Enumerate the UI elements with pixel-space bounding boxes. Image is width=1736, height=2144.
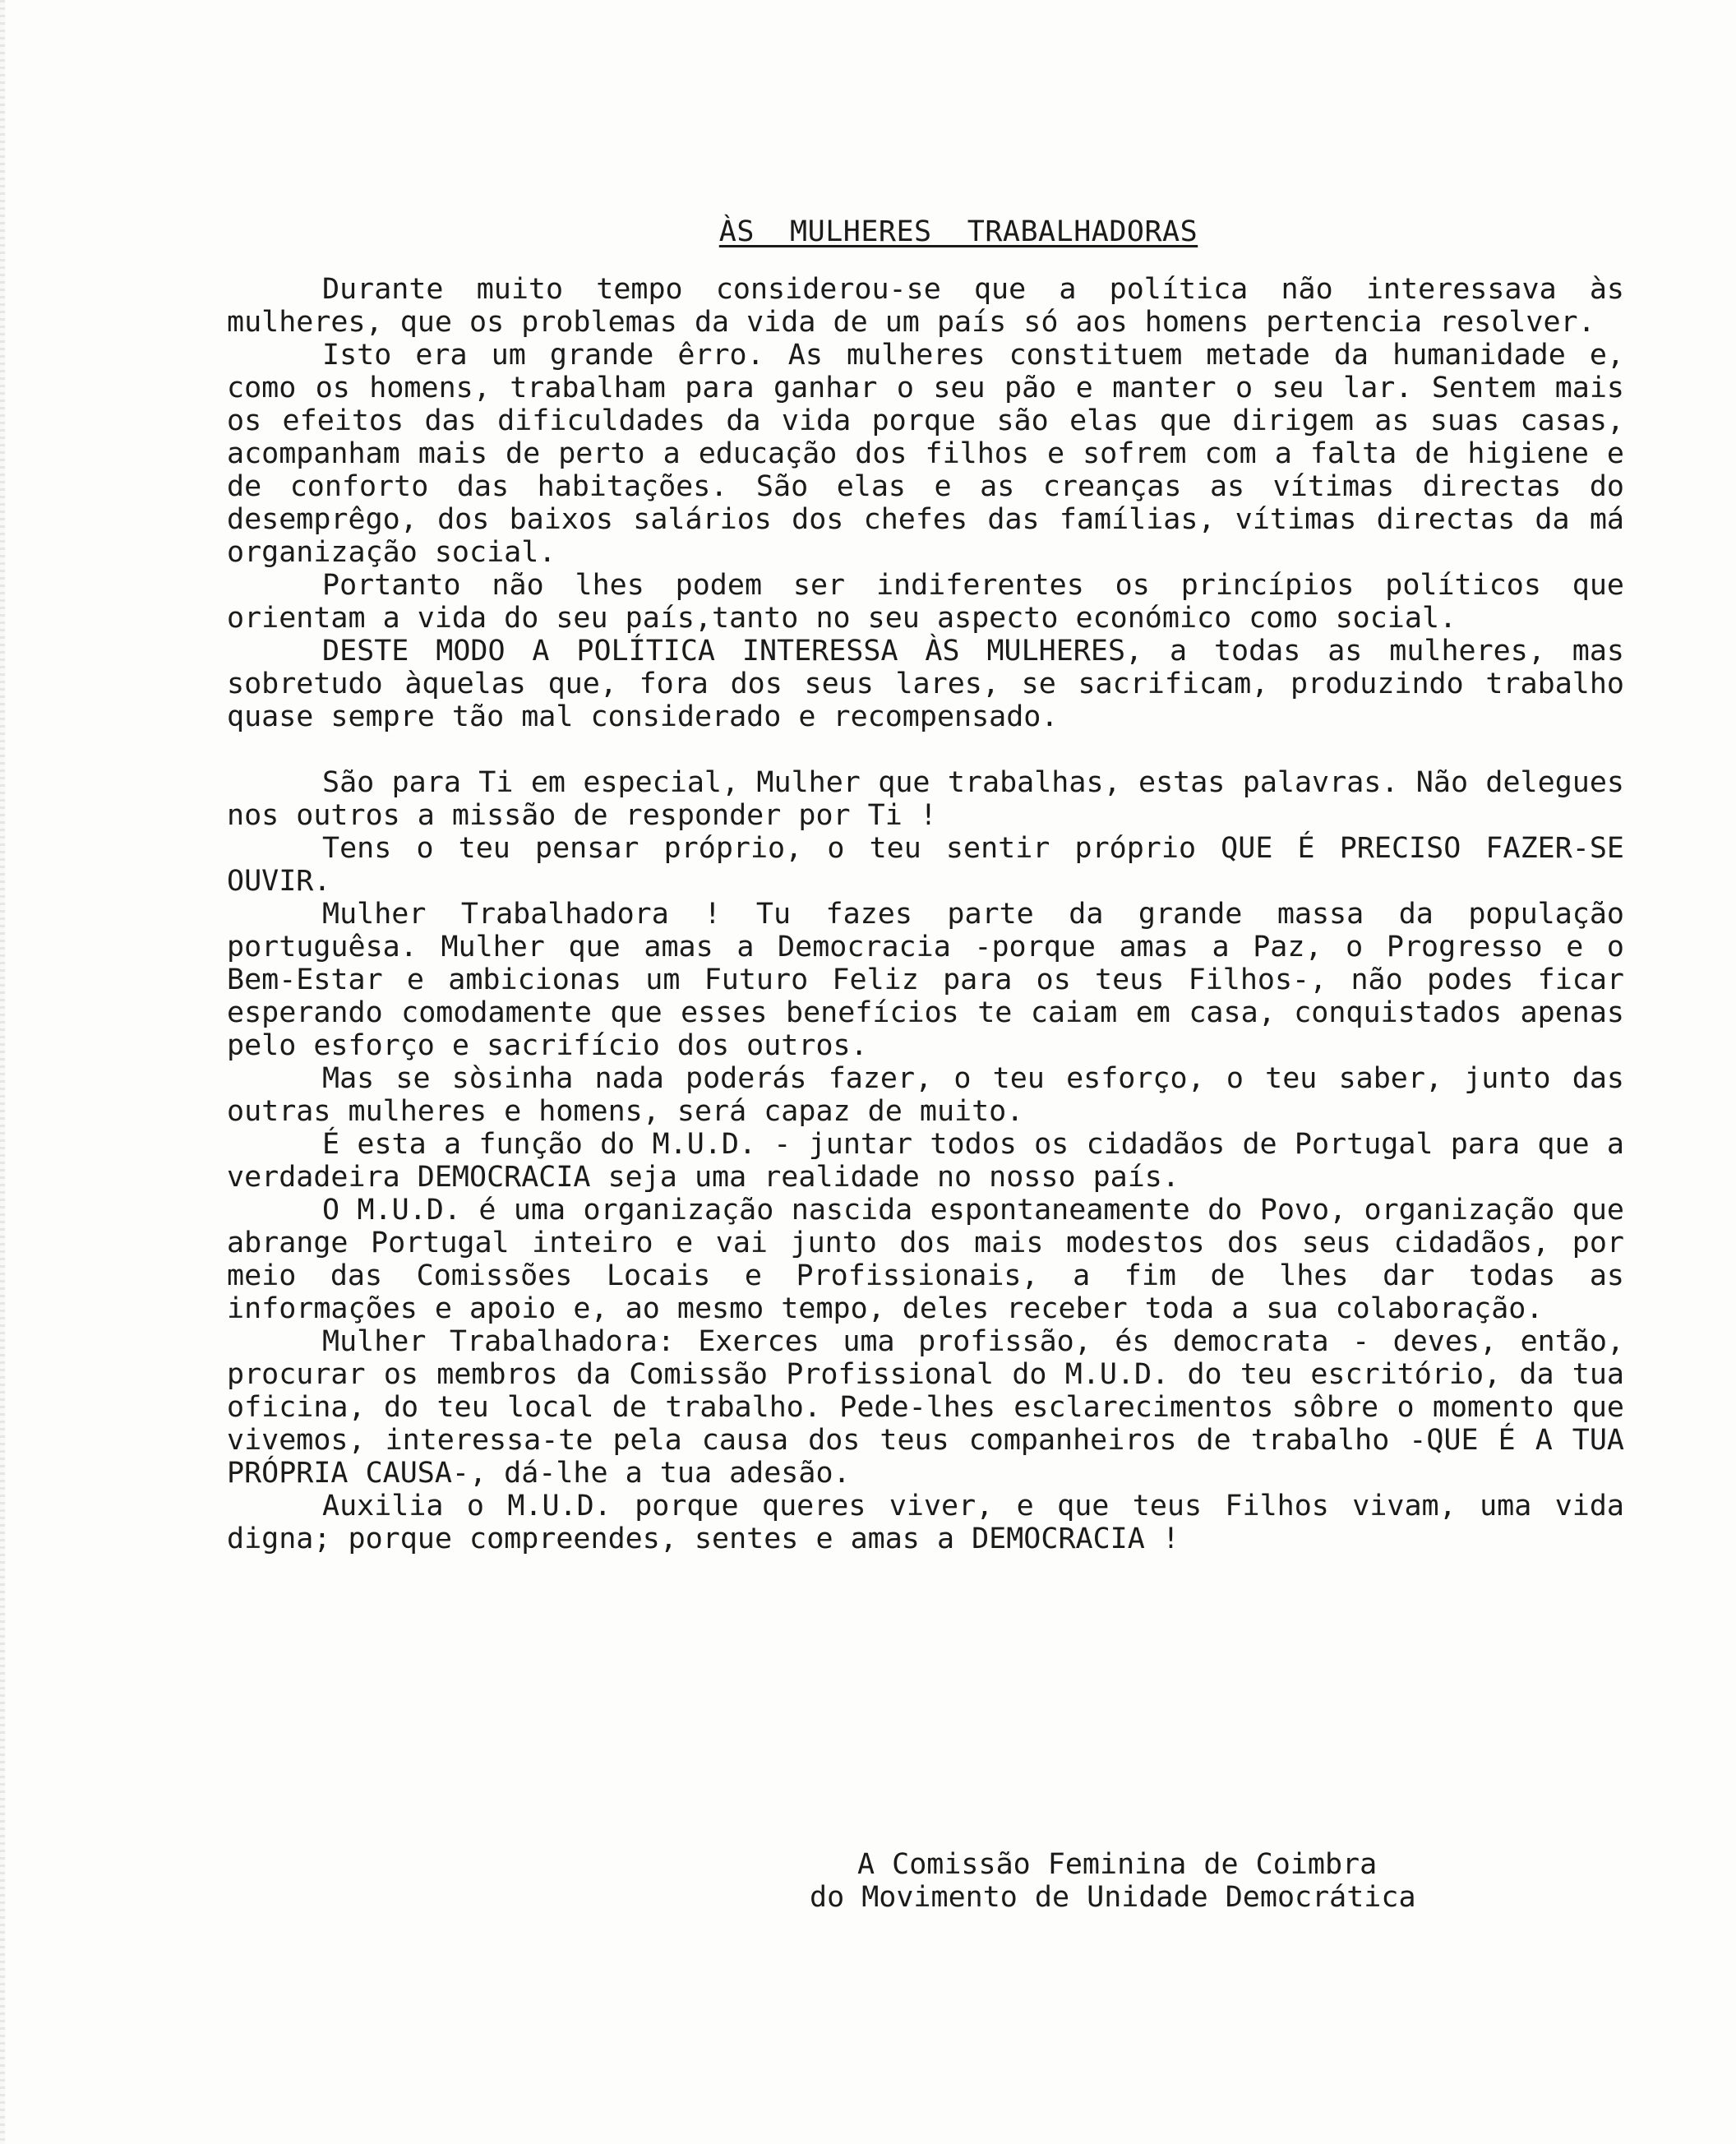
paragraph-6: Tens o teu pensar próprio, o teu sentir próprio QUE É PRECISO FAZER-SE OUVIR.	[227, 832, 1624, 898]
document-body	[227, 215, 1624, 1555]
paragraph-8: Mas se sòsinha nada poderás fazer, o teu esforço, o teu saber, junto das outras mulheres e homens, será capaz de muito.	[227, 1062, 1624, 1128]
paragraph-1: Durante muito tempo considerou-se que a política não interessava às mulheres, que os problemas da vida de um país só aos homens pertencia resolver.	[227, 273, 1624, 339]
signature-line-2: do Movimento de Unidade Democrática	[810, 1881, 1416, 1914]
paragraph-5: São para Ti em especial, Mulher que trabalhas, estas palavras. Não delegues nos outros a missão de responder por Ti !	[227, 766, 1624, 832]
document-title: ÀS MULHERES TRABALHADORAS	[718, 215, 1198, 248]
paragraph-9: É esta a função do M.U.D. - juntar todos os cidadãos de Portugal para que a verdadeira DEMOCRACIA seja uma realidade no nosso país.	[227, 1128, 1624, 1194]
signature-line-1: A Comissão Feminina de Coimbra	[857, 1848, 1378, 1881]
paragraph-gap	[227, 733, 1624, 766]
paragraph-11: Mulher Trabalhadora: Exerces uma profissão, és democrata - deves, então, procurar os membros da Comissão Profissional do M.U.D. do teu escritório, da tua oficina, do teu local de trabalho. Pede-lhes esclarecimentos sôbre o momento que vivemos, interessa-te pela causa dos teus companheiros de trabalho -QUE É A TUA PRÓPRIA CAUSA-, dá-lhe a tua adesão.	[227, 1325, 1624, 1490]
paragraph-7: Mulher Trabalhadora ! Tu fazes parte da grande massa da população portuguêsa. Mulher que amas a Democracia -porque amas a Paz, o Progresso e o Bem-Estar e ambicionas um Futuro Feliz para os teus Filhos-, não podes ficar esperando comodamente que esses benefícios te caiam em casa, conquistados apenas pelo esforço e sacrifício dos outros.	[227, 898, 1624, 1062]
paragraph-2: Isto era um grande êrro. As mulheres constituem metade da humanidade e, como os homens, trabalham para ganhar o seu pão e manter o seu lar. Sentem mais os efeitos das dificuldades da vida porque são elas que dirigem as suas casas, acompanham mais de perto a educação dos filhos e sofrem com a falta de higiene e de conforto das habitações. São elas e as creanças as vítimas directas do desemprêgo, dos baixos salários dos chefes das famílias, vítimas directas da má organização social.	[227, 339, 1624, 569]
scan-edge	[0, 0, 5, 2144]
paragraph-4: DESTE MODO A POLÍTICA INTERESSA ÀS MULHERES, a todas as mulheres, mas sobretudo àquelas que, fora dos seus lares, se sacrificam, produzindo trabalho quase sempre tão mal considerado e recompensado.	[227, 635, 1624, 733]
paragraph-10: O M.U.D. é uma organização nascida espontaneamente do Povo, organização que abrange Portugal inteiro e vai junto dos mais modestos dos seus cidadãos, por meio das Comissões Locais e Profissionais, a fim de lhes dar todas as informações e apoio e, ao mesmo tempo, deles receber toda a sua colaboração.	[227, 1194, 1624, 1325]
signature-block	[810, 1848, 1416, 1914]
paragraph-12: Auxilia o M.U.D. porque queres viver, e que teus Filhos vivam, uma vida digna; porque compreendes, sentes e amas a DEMOCRACIA !	[227, 1490, 1624, 1555]
paragraph-3: Portanto não lhes podem ser indiferentes os princípios políticos que orientam a vida do seu país,tanto no seu aspecto económico como social.	[227, 569, 1624, 635]
